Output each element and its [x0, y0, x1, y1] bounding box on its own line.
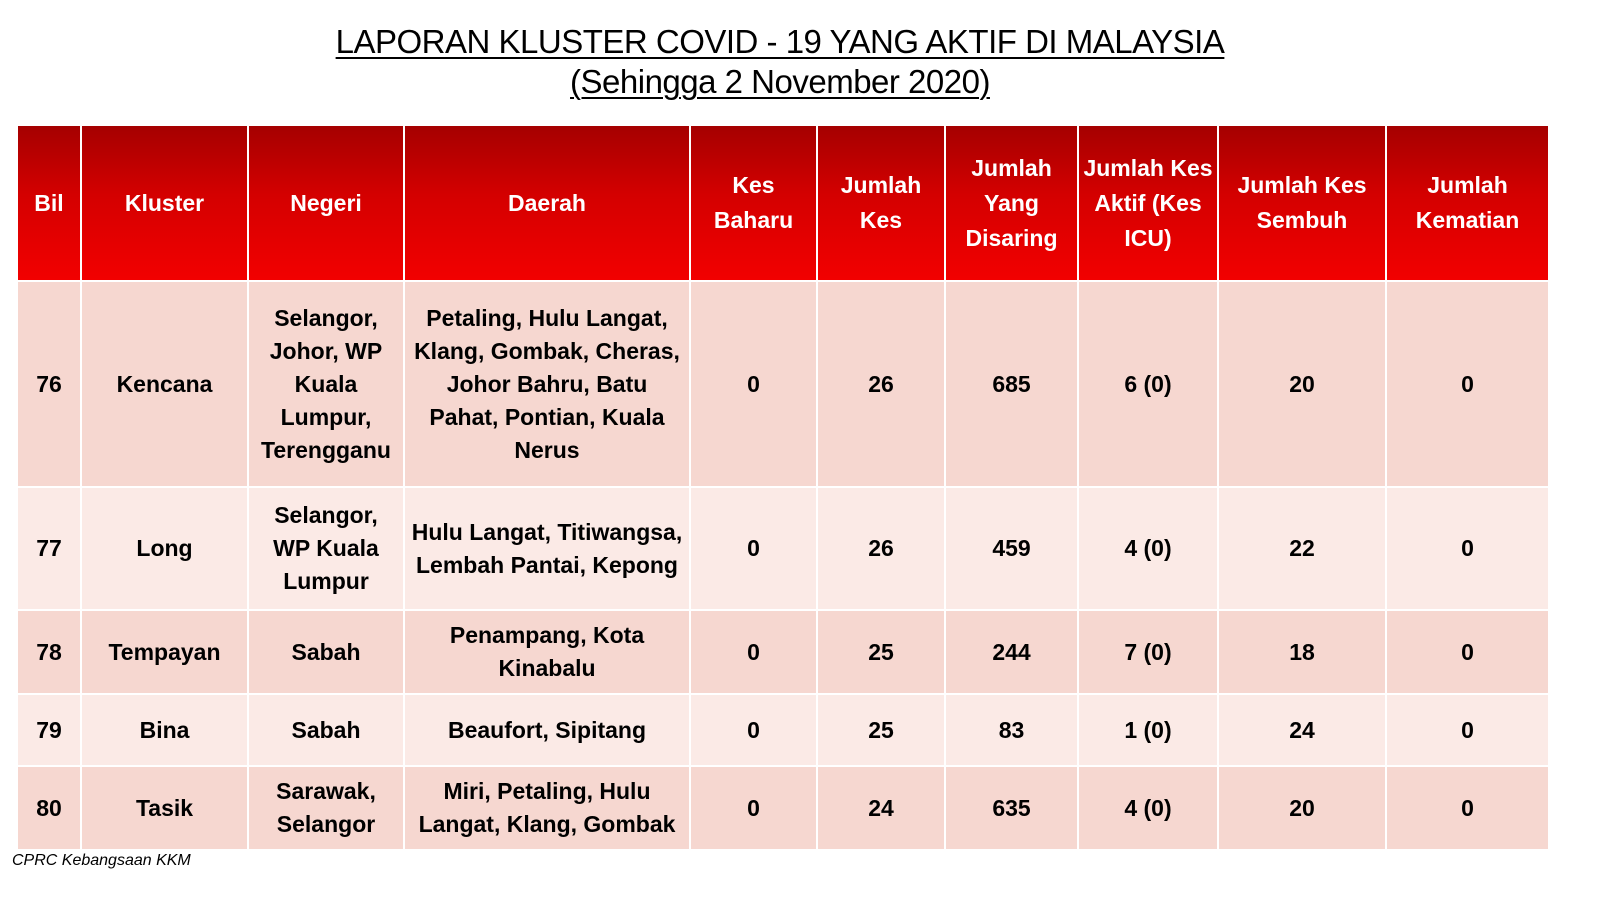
cell-daerah: Hulu Langat, Titiwangsa, Lembah Pantai, Kepong	[404, 487, 690, 610]
cell-bil: 76	[17, 281, 81, 487]
cell-jumlah-kes: 24	[817, 766, 945, 850]
cell-bil: 79	[17, 694, 81, 766]
cell-kes-baharu: 0	[690, 766, 817, 850]
cell-kematian: 0	[1386, 487, 1549, 610]
cell-jumlah-kes: 25	[817, 610, 945, 694]
header-kes-aktif: Jumlah Kes Aktif (Kes ICU)	[1078, 125, 1218, 281]
cell-bil: 78	[17, 610, 81, 694]
cell-negeri: Sarawak, Selangor	[248, 766, 404, 850]
cell-kluster: Kencana	[81, 281, 248, 487]
cell-kluster: Bina	[81, 694, 248, 766]
cell-kes-baharu: 0	[690, 487, 817, 610]
cell-kes-sembuh: 20	[1218, 766, 1386, 850]
cell-bil: 77	[17, 487, 81, 610]
header-negeri: Negeri	[248, 125, 404, 281]
cell-daerah: Miri, Petaling, Hulu Langat, Klang, Gombak	[404, 766, 690, 850]
cell-kluster: Tempayan	[81, 610, 248, 694]
cell-kematian: 0	[1386, 766, 1549, 850]
cell-jumlah-disaring: 685	[945, 281, 1078, 487]
cluster-table	[16, 124, 1550, 851]
cell-jumlah-kes: 26	[817, 281, 945, 487]
cell-daerah: Beaufort, Sipitang	[404, 694, 690, 766]
cell-negeri: Selangor, WP Kuala Lumpur	[248, 487, 404, 610]
cell-kematian: 0	[1386, 694, 1549, 766]
header-jumlah-disaring: Jumlah Yang Disaring	[945, 125, 1078, 281]
header-daerah: Daerah	[404, 125, 690, 281]
cell-negeri: Sabah	[248, 694, 404, 766]
cell-kes-aktif: 4 (0)	[1078, 766, 1218, 850]
cell-jumlah-disaring: 244	[945, 610, 1078, 694]
source-credit: CPRC Kebangsaan KKM	[12, 852, 191, 869]
report-title-date: (Sehingga 2 November 2020)	[570, 63, 990, 100]
cell-kes-sembuh: 24	[1218, 694, 1386, 766]
header-jumlah-kes: Jumlah Kes	[817, 125, 945, 281]
report-title-main: LAPORAN KLUSTER COVID - 19 YANG AKTIF DI MALAYSIA	[335, 23, 1225, 60]
cell-daerah: Petaling, Hulu Langat, Klang, Gombak, Cheras, Johor Bahru, Batu Pahat, Pontian, Kuala Nerus	[404, 281, 690, 487]
cell-kluster: Long	[81, 487, 248, 610]
cell-kes-aktif: 6 (0)	[1078, 281, 1218, 487]
table-header-row	[17, 125, 1549, 281]
cell-jumlah-disaring: 459	[945, 487, 1078, 610]
cell-jumlah-kes: 26	[817, 487, 945, 610]
header-bil: Bil	[17, 125, 81, 281]
header-kes-sembuh: Jumlah Kes Sembuh	[1218, 125, 1386, 281]
header-kluster: Kluster	[81, 125, 248, 281]
cell-kes-baharu: 0	[690, 694, 817, 766]
table-row	[17, 487, 1549, 610]
table-row	[17, 766, 1549, 850]
cell-negeri: Selangor, Johor, WP Kuala Lumpur, Terengganu	[248, 281, 404, 487]
cell-jumlah-kes: 25	[817, 694, 945, 766]
cell-jumlah-disaring: 635	[945, 766, 1078, 850]
cell-bil: 80	[17, 766, 81, 850]
table-row	[17, 281, 1549, 487]
cell-kes-aktif: 1 (0)	[1078, 694, 1218, 766]
cell-kes-baharu: 0	[690, 281, 817, 487]
header-kes-baharu: Kes Baharu	[690, 125, 817, 281]
cell-kematian: 0	[1386, 610, 1549, 694]
cell-kes-baharu: 0	[690, 610, 817, 694]
cell-kes-sembuh: 22	[1218, 487, 1386, 610]
table-row	[17, 694, 1549, 766]
cell-jumlah-disaring: 83	[945, 694, 1078, 766]
cell-kes-aktif: 4 (0)	[1078, 487, 1218, 610]
report-title	[0, 22, 1560, 102]
table-row	[17, 610, 1549, 694]
cell-negeri: Sabah	[248, 610, 404, 694]
cell-kes-sembuh: 18	[1218, 610, 1386, 694]
cell-kematian: 0	[1386, 281, 1549, 487]
cell-daerah: Penampang, Kota Kinabalu	[404, 610, 690, 694]
cell-kes-sembuh: 20	[1218, 281, 1386, 487]
cell-kes-aktif: 7 (0)	[1078, 610, 1218, 694]
cell-kluster: Tasik	[81, 766, 248, 850]
header-kematian: Jumlah Kematian	[1386, 125, 1549, 281]
